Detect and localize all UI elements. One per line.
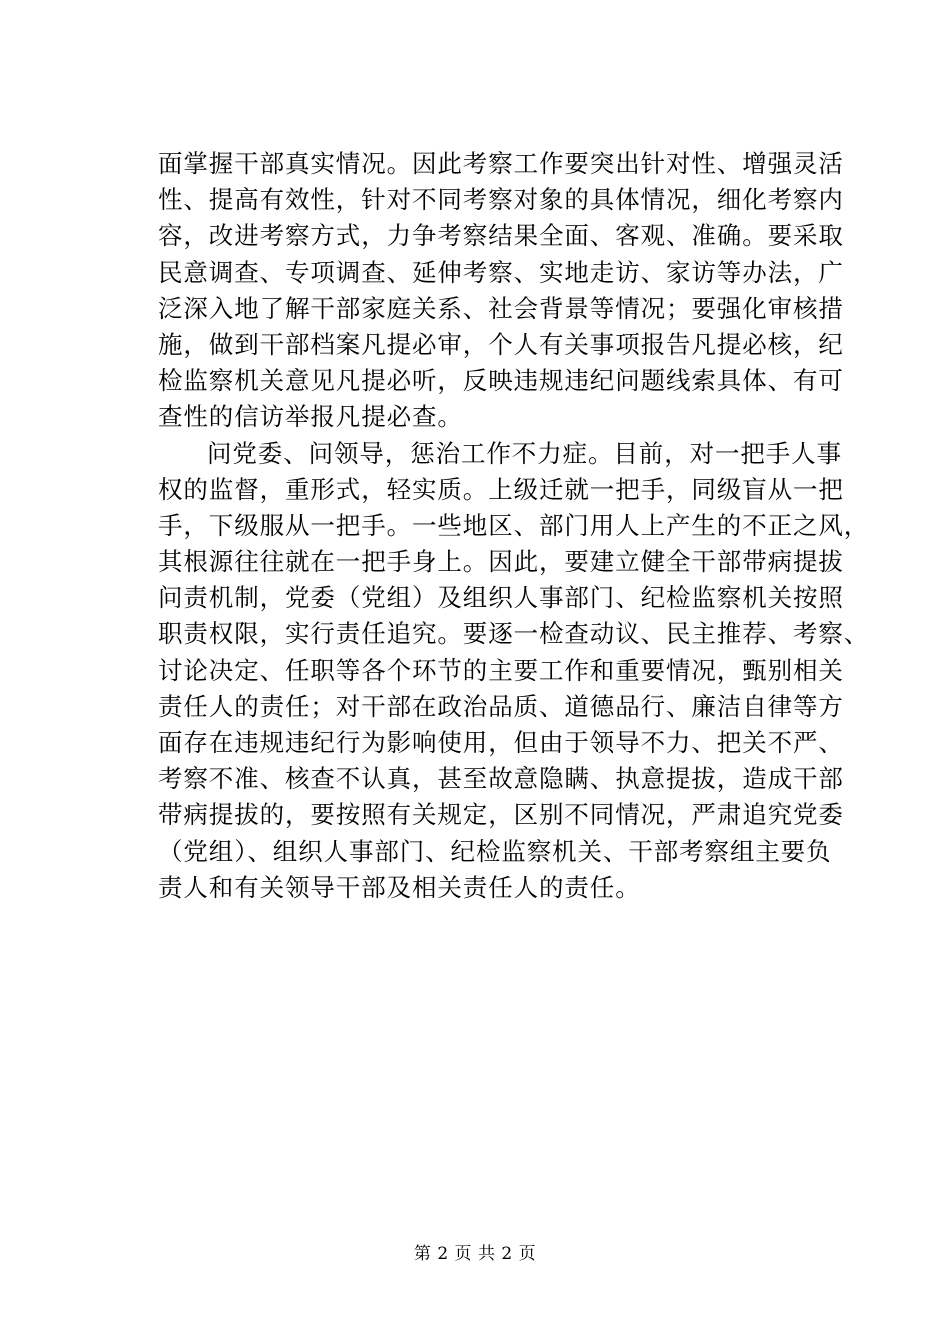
text-line: 面存在违规违纪行为影响使用，但由于领导不力、把关不严、 — [158, 728, 844, 757]
text-line: 泛深入地了解干部家庭关系、社会背景等情况；要强化审核措 — [158, 293, 844, 323]
text-line: 责任人的责任；对干部在政治品质、道德品行、廉洁自律等方 — [158, 691, 844, 721]
text-line: 民意调查、专项调查、延伸考察、实地走访、家访等办法，广 — [158, 257, 844, 287]
text-line: （党组）、组织人事部门、纪检监察机关、干部考察组主要负 — [158, 836, 832, 866]
text-line: 容，改进考察方式，力争考察结果全面、客观、准确。要采取 — [158, 221, 844, 251]
text-line: 施，做到干部档案凡提必审，个人有关事项报告凡提必核，纪 — [158, 329, 844, 359]
text-line: 责人和有关领导干部及相关责任人的责任。 — [158, 872, 641, 902]
text-line: 带病提拔的，要按照有关规定，区别不同情况，严肃追究党委 — [158, 800, 844, 830]
text-line: 性、提高有效性，针对不同考察对象的具体情况，细化考察内 — [158, 185, 844, 215]
text-line: 问党委、问领导，惩治工作不力症。目前，对一把手人事 — [207, 438, 842, 468]
text-line: 手，下级服从一把手。一些地区、部门用人上产生的不正之风， — [158, 510, 870, 540]
body-text — [158, 146, 870, 906]
text-line: 检监察机关意见凡提必听，反映违规违纪问题线索具体、有可 — [158, 366, 844, 396]
text-line: 职责权限，实行责任追究。要逐一检查动议、民主推荐、考察、 — [158, 619, 870, 649]
text-line: 其根源往往就在一把手身上。因此，要建立健全干部带病提拔 — [158, 547, 844, 577]
text-line: 面掌握干部真实情况。因此考察工作要突出针对性、增强灵活 — [158, 149, 844, 178]
text-line: 考察不准、核查不认真，甚至故意隐瞒、执意提拔，造成干部 — [158, 764, 844, 794]
paragraph-2 — [158, 436, 870, 906]
paragraph-1 — [158, 146, 844, 436]
text-line: 权的监督，重形式，轻实质。上级迁就一把手，同级盲从一把 — [158, 474, 844, 504]
page-number: 第 2 页 共 2 页 — [413, 1244, 537, 1264]
text-line: 查性的信访举报凡提必查。 — [158, 402, 463, 432]
page-footer — [0, 1243, 950, 1265]
text-line: 问责机制，党委（党组）及组织人事部门、纪检监察机关按照 — [158, 583, 844, 613]
text-line: 讨论决定、任职等各个环节的主要工作和重要情况，甄别相关 — [158, 655, 844, 685]
